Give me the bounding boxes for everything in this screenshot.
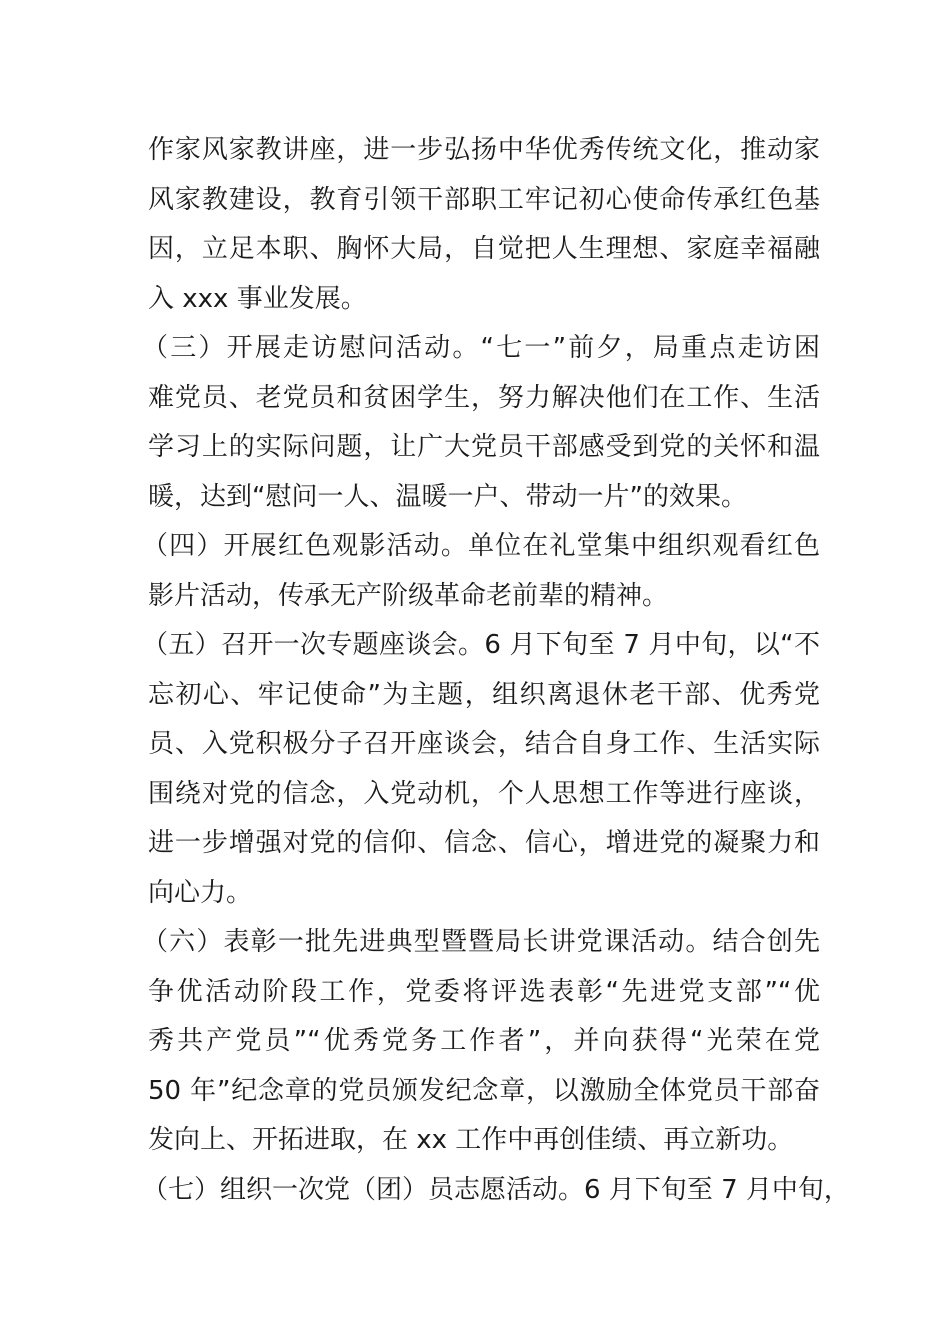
text-line: 暖，达到“慰问一人、温暖一户、带动一片”的效果。 <box>148 481 747 512</box>
text-line: 难党员、老党员和贫困学生，努力解决他们在工作、生活 <box>148 382 820 413</box>
section-heading-line: （六）表彰一批先进典型暨暨局长讲党课活动。结合创先 <box>142 927 820 957</box>
text-line: 争优活动阶段工作，党委将评选表彰“先进党支部”“优 <box>148 976 820 1007</box>
document-body <box>142 126 850 1215</box>
text-line: 忘初心、牢记使命”为主题，组织离退休老干部、优秀党 <box>148 679 820 710</box>
text-line: 风家教建设，教育引领干部职工牢记初心使命传承红色基 <box>148 184 820 215</box>
text-line: 员、入党积极分子召开座谈会，结合自身工作、生活实际 <box>148 729 820 759</box>
section-heading-line: （七）组织一次党（团）员志愿活动。6 月下旬至 7 月中旬， <box>142 1174 850 1205</box>
text-line: 入 xxx 事业发展。 <box>148 283 367 314</box>
text-line: 50 年”纪念章的党员颁发纪念章，以激励全体党员干部奋 <box>148 1075 820 1106</box>
text-line: 学习上的实际问题，让广大党员干部感受到党的关怀和温 <box>148 432 820 462</box>
text-line: 发向上、开拓进取，在 xx 工作中再创佳绩、再立新功。 <box>148 1125 794 1155</box>
section-heading-line: （四）开展红色观影活动。单位在礼堂集中组织观看红色 <box>142 531 820 561</box>
text-line: 秀共产党员”“优秀党务工作者”，并向获得“光荣在党 <box>148 1026 820 1056</box>
text-line: 进一步增强对党的信仰、信念、信心，增进党的凝聚力和 <box>148 828 820 858</box>
section-heading-line: （五）召开一次专题座谈会。6 月下旬至 7 月中旬，以“不 <box>142 630 820 660</box>
text-line: 因，立足本职、胸怀大局，自觉把人生理想、家庭幸福融 <box>148 234 820 264</box>
text-line: 向心力。 <box>148 877 253 908</box>
text-line: 影片活动，传承无产阶级革命老前辈的精神。 <box>148 580 669 611</box>
text-line: 围绕对党的信念，入党动机，个人思想工作等进行座谈， <box>148 778 820 809</box>
text-line: 作家风家教讲座，进一步弘扬中华优秀传统文化，推动家 <box>148 135 820 165</box>
section-heading-line: （三）开展走访慰问活动。“七一”前夕，局重点走访困 <box>142 333 820 363</box>
